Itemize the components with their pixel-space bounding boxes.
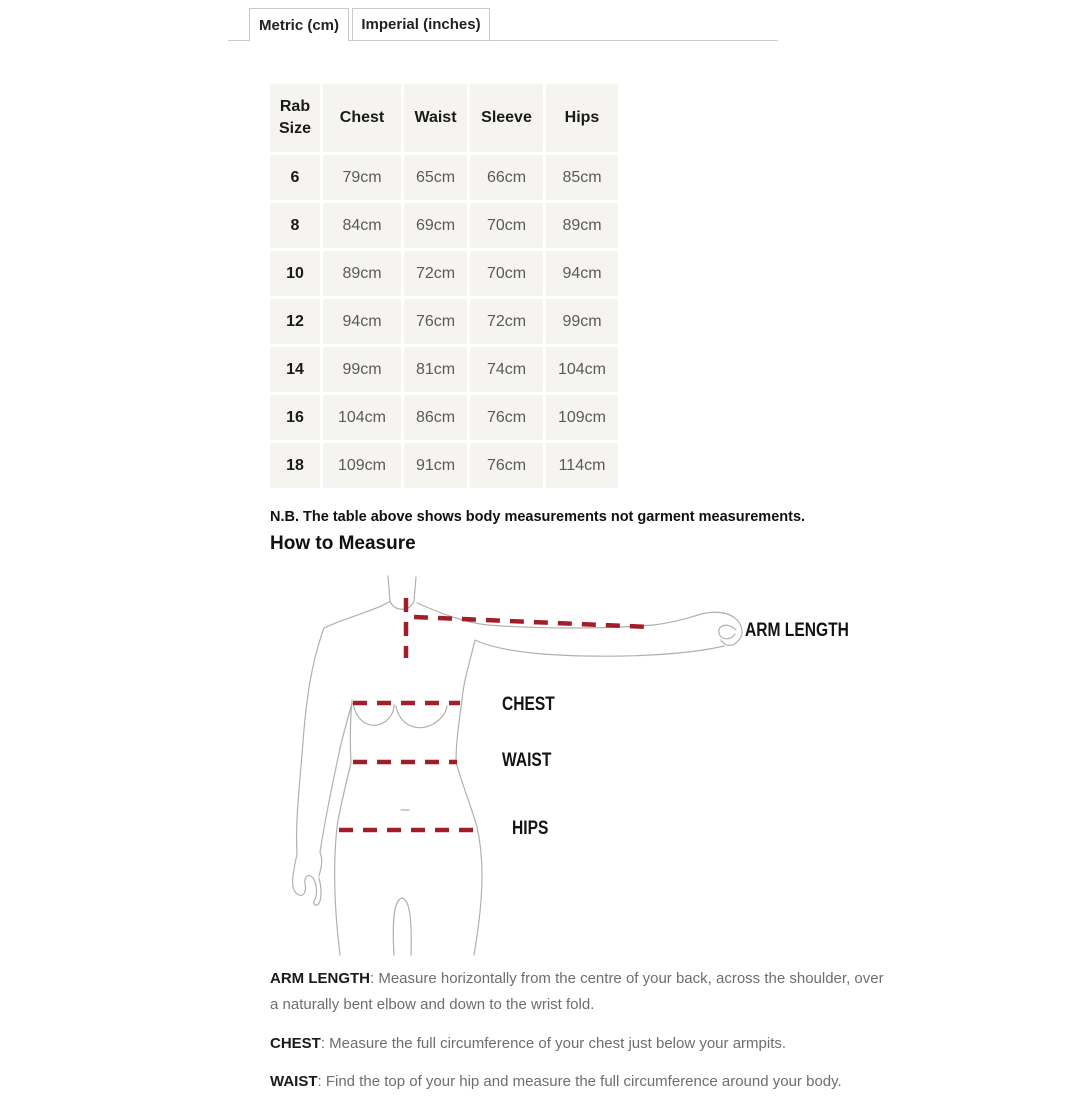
hips-cell: 94cm (546, 251, 618, 296)
figure-left-torso (335, 700, 352, 955)
waist-instruction (270, 1069, 892, 1095)
col-header-hips: Hips (546, 84, 618, 152)
col-header-chest: Chest (323, 84, 401, 152)
size-cell: 6 (270, 155, 320, 200)
waist-cell: 91cm (404, 443, 467, 488)
sleeve-cell: 66cm (470, 155, 543, 200)
hips-cell: 85cm (546, 155, 618, 200)
size-cell: 10 (270, 251, 320, 296)
chest-cell: 94cm (323, 299, 401, 344)
figure-left-arm (293, 602, 389, 905)
figure-right-torso (456, 700, 482, 955)
arm-length-line (414, 617, 650, 627)
size-cell: 14 (270, 347, 320, 392)
size-cell: 8 (270, 203, 320, 248)
hips-cell: 109cm (546, 395, 618, 440)
figure-right-arm (417, 603, 742, 645)
size-cell: 12 (270, 299, 320, 344)
hips-cell: 89cm (546, 203, 618, 248)
measurement-diagram (270, 570, 882, 955)
col-header-rab-size: Rab Size (270, 84, 320, 152)
size-cell: 16 (270, 395, 320, 440)
figure-bust (353, 703, 447, 728)
waist-instruction-label: WAIST (270, 1073, 318, 1091)
waist-cell: 86cm (404, 395, 467, 440)
arm-length-instruction-text: : Measure horizontally from the centre of your back, across the shoulder, over a naturally bent elbow and down to the wrist fold. (270, 970, 884, 1013)
chest-cell: 89cm (323, 251, 401, 296)
hips-label: HIPS (512, 818, 549, 839)
col-header-waist: Waist (404, 84, 467, 152)
chest-instruction (270, 1031, 892, 1057)
chest-cell: 104cm (323, 395, 401, 440)
sleeve-cell: 70cm (470, 203, 543, 248)
figure-inner-legs (393, 898, 411, 955)
col-header-sleeve: Sleeve (470, 84, 543, 152)
figure-right-thumb (719, 625, 736, 638)
chest-instruction-label: CHEST (270, 1034, 321, 1052)
body-measurements-note: N.B. The table above shows body measurements not garment measurements. (270, 509, 806, 525)
how-to-measure-heading: How to Measure (270, 533, 416, 554)
chest-cell: 79cm (323, 155, 401, 200)
sleeve-cell: 70cm (470, 251, 543, 296)
waist-cell: 81cm (404, 347, 467, 392)
figure-right-underarm (462, 640, 724, 700)
waist-cell: 65cm (404, 155, 467, 200)
tab-imperial[interactable] (352, 8, 490, 41)
chest-label: CHEST (502, 694, 555, 715)
waist-cell: 76cm (404, 299, 467, 344)
tab-metric[interactable] (249, 8, 349, 41)
size-table (270, 84, 618, 488)
chest-instruction-text: : Measure the full circumference of your chest just below your armpits. (320, 1034, 787, 1052)
sleeve-cell: 74cm (470, 347, 543, 392)
chest-cell: 99cm (323, 347, 401, 392)
hips-cell: 99cm (546, 299, 618, 344)
sleeve-cell: 76cm (470, 443, 543, 488)
chest-cell: 84cm (323, 203, 401, 248)
waist-label: WAIST (502, 750, 552, 771)
waist-instruction-text: : Find the top of your hip and measure the full circumference around your body. (317, 1073, 842, 1091)
waist-cell: 69cm (404, 203, 467, 248)
tab-metric-label: Metric (cm) (258, 16, 340, 34)
tab-imperial-label: Imperial (inches) (361, 16, 481, 33)
size-cell: 18 (270, 443, 320, 488)
arm-length-label: ARM LENGTH (745, 620, 849, 641)
hips-cell: 114cm (546, 443, 618, 488)
sleeve-cell: 76cm (470, 395, 543, 440)
figure-neck (388, 576, 416, 609)
hips-cell: 104cm (546, 347, 618, 392)
sleeve-cell: 72cm (470, 299, 543, 344)
measure-instructions (270, 966, 892, 1108)
chest-cell: 109cm (323, 443, 401, 488)
arm-length-instruction-label: ARM LENGTH (270, 970, 370, 987)
arm-length-instruction (270, 966, 892, 1018)
waist-cell: 72cm (404, 251, 467, 296)
